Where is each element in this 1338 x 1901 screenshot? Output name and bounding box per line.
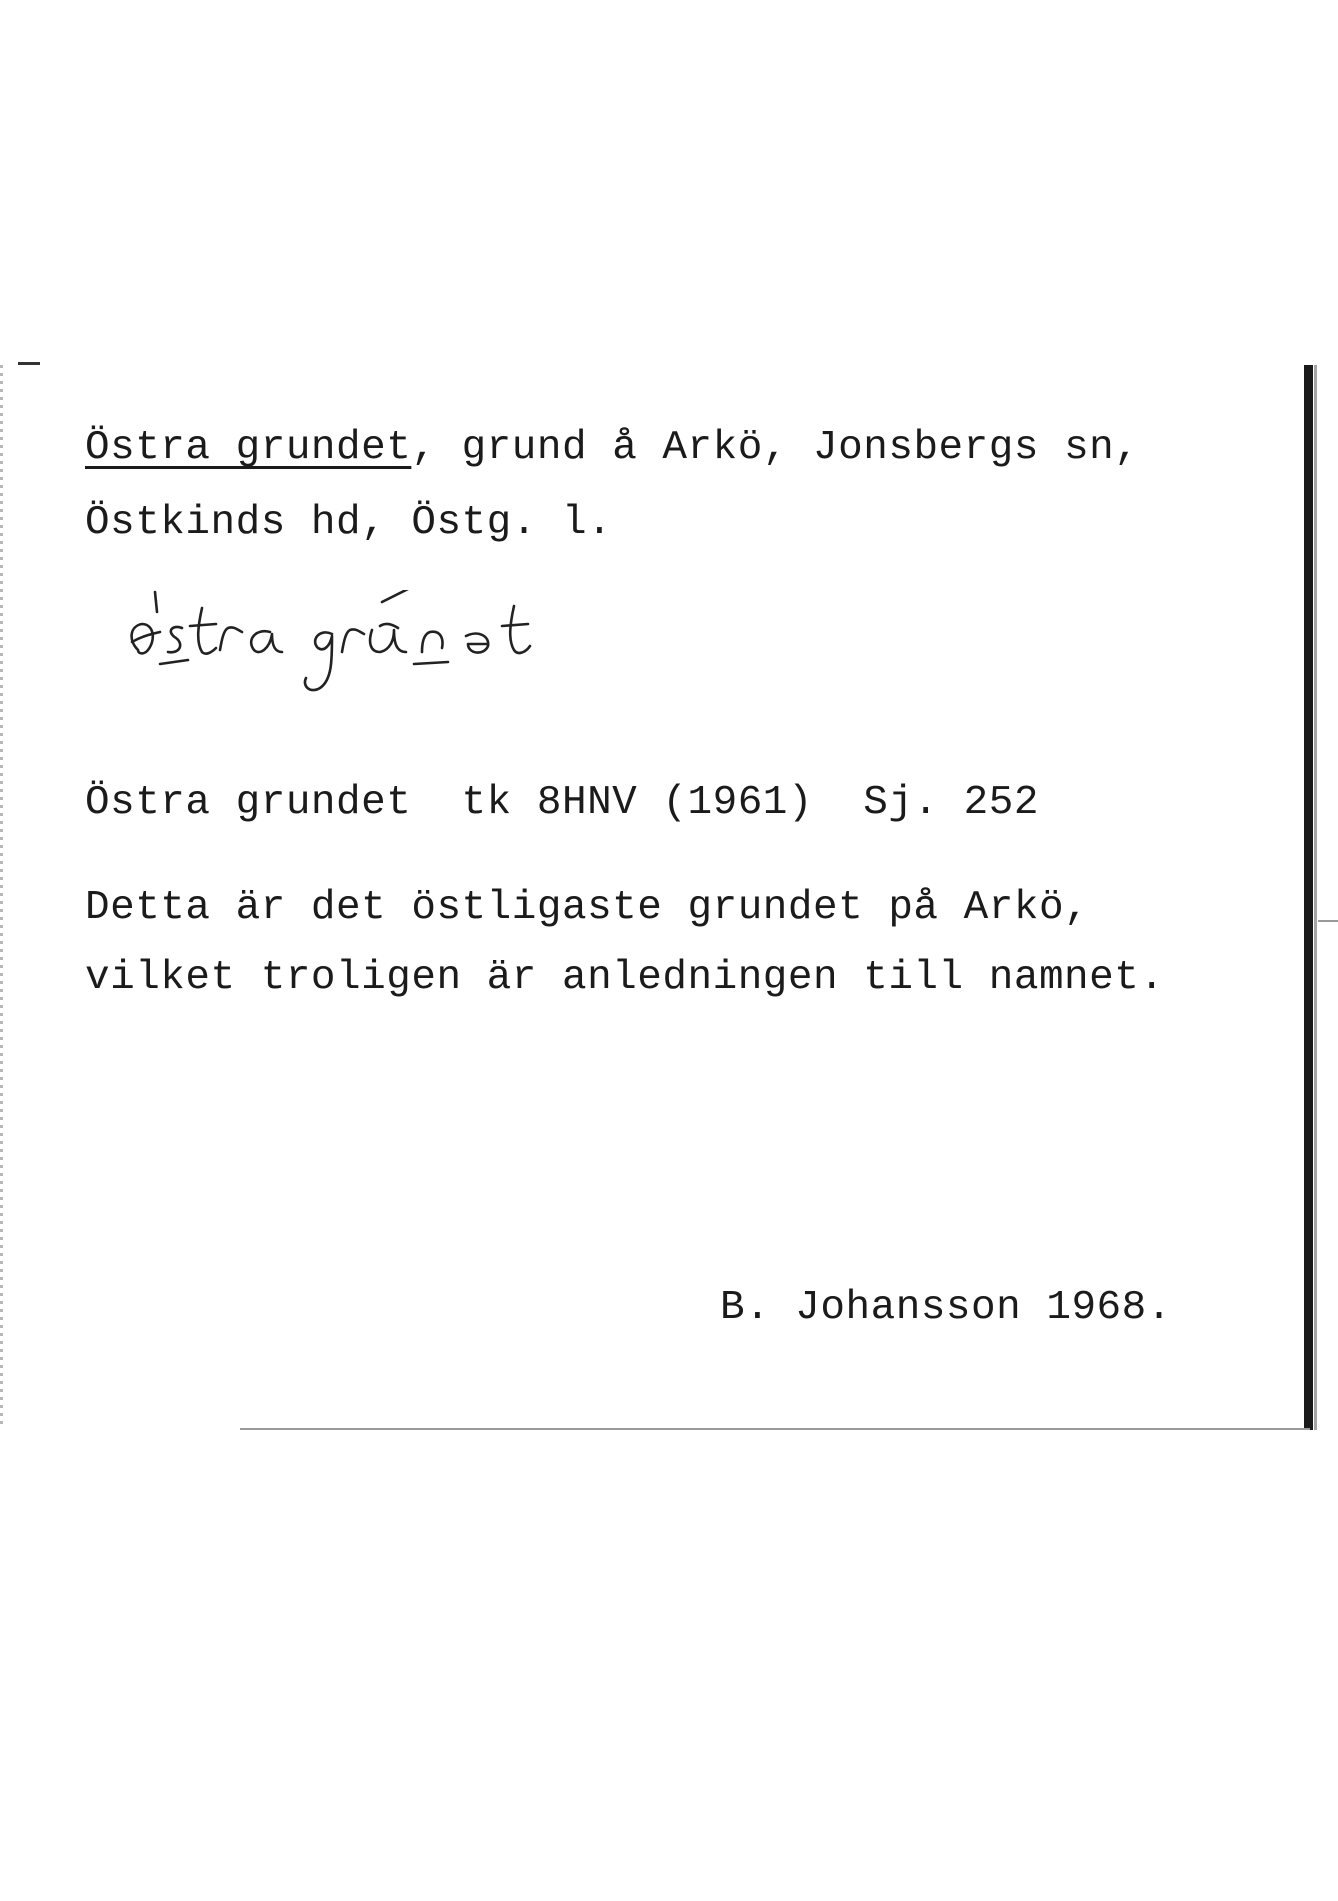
index-card: [0, 365, 1338, 1435]
card-bottom-edge: [240, 1428, 1310, 1430]
card-right-edge-shadow: [1314, 365, 1317, 1430]
note-line-1: Detta är det östligaste grundet på Arkö,: [85, 885, 1090, 931]
card-left-edge: [0, 365, 3, 1425]
scan-mark: [18, 362, 40, 365]
headword: Östra grundet: [85, 425, 412, 471]
heading-rest: , grund å Arkö, Jonsbergs sn,: [411, 425, 1140, 471]
signature: B. Johansson 1968.: [720, 1285, 1172, 1331]
card-right-edge: [1304, 365, 1313, 1430]
location-line: Östkinds hd, Östg. l.: [85, 500, 613, 546]
source-line: Östra grundet tk 8HNV (1961) Sj. 252: [85, 780, 1039, 826]
heading-line: [85, 425, 1139, 471]
handwritten-pronunciation: [110, 590, 610, 710]
scan-mark: [1318, 920, 1338, 922]
note-line-2: vilket troligen är anledningen till namnet.: [85, 955, 1165, 1001]
